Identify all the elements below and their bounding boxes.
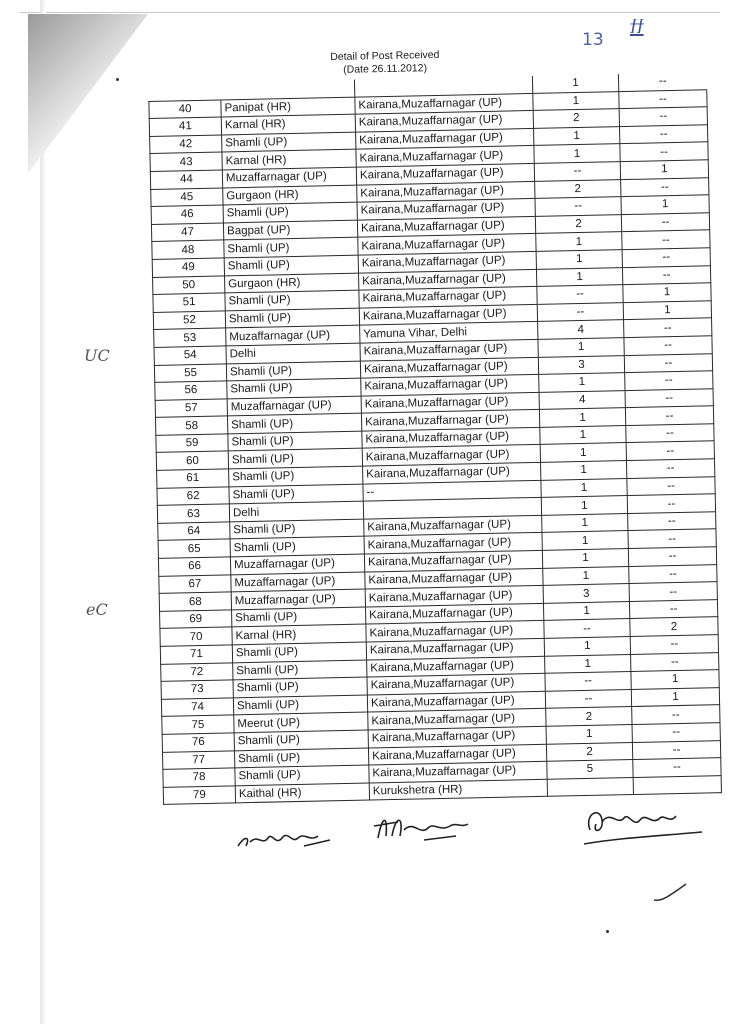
- cell-serial-number: 52: [153, 311, 225, 330]
- cell-from-location: Muzaffarnagar (UP): [230, 554, 364, 574]
- cell-count-b: --: [619, 89, 707, 108]
- cell-from-location: Karnal (HR): [221, 114, 355, 134]
- cell-serial-number: 61: [157, 469, 229, 488]
- cell-to-location: Kairana,Muzaffarnagar (UP): [361, 392, 539, 413]
- cell-count-a: 1: [542, 513, 628, 532]
- cell-serial-number: 66: [158, 557, 230, 576]
- cell-count-a: 2: [533, 109, 619, 128]
- cell-serial-number: 71: [160, 645, 232, 664]
- cell-to-location: Kairana,Muzaffarnagar (UP): [367, 674, 545, 695]
- cell-serial-number: 60: [156, 451, 228, 470]
- cell-count-b: --: [632, 705, 720, 724]
- cell-count-b: --: [628, 512, 716, 531]
- cell-count-b: --: [631, 652, 719, 671]
- cell-count-b: --: [619, 107, 707, 126]
- cell-to-location: Kairana,Muzaffarnagar (UP): [364, 533, 542, 554]
- cell-count-b: --: [624, 318, 712, 337]
- cell-serial-number: 49: [152, 258, 224, 277]
- cell-count-b: 1: [623, 283, 711, 302]
- cell-count-a: 1: [536, 232, 622, 251]
- cell-from-location: Shamli (UP): [235, 765, 369, 785]
- cell-from-location: Karnal (HR): [232, 624, 366, 644]
- cell-count-a: [547, 777, 633, 796]
- cell-from-location: Shamli (UP): [226, 361, 360, 381]
- cell-count-b: --: [619, 125, 707, 144]
- page-number: 13: [582, 30, 604, 50]
- cell-to-location: Kairana,Muzaffarnagar (UP): [362, 445, 540, 466]
- cell-to-location: Kairana,Muzaffarnagar (UP): [362, 427, 540, 448]
- cell-from-location: Shamli (UP): [232, 642, 366, 662]
- cell-count-a: --: [535, 197, 621, 216]
- cell-from-location: Delhi: [226, 343, 360, 363]
- cell-count-a: 1: [543, 566, 629, 585]
- cell-from-location: Karnal (HR): [222, 150, 356, 170]
- cell-count-a: 1: [544, 637, 630, 656]
- cell-serial-number: 53: [154, 328, 226, 347]
- cell-serial-number: 48: [152, 240, 224, 259]
- cell-from-location: Shamli (UP): [227, 378, 361, 398]
- cell-count-b: --: [628, 529, 716, 548]
- cell-serial-number: 45: [151, 188, 223, 207]
- cell-to-location: Kairana,Muzaffarnagar (UP): [359, 287, 537, 308]
- cell-count-b: --: [622, 230, 710, 249]
- cell-serial-number: 46: [151, 205, 223, 224]
- cell-serial-number: 75: [162, 715, 234, 734]
- cell-from-location: Shamli (UP): [232, 607, 366, 627]
- page-top-edge: [20, 12, 720, 13]
- cell-serial-number: 73: [161, 680, 233, 699]
- cell-count-a: 1: [545, 654, 631, 673]
- cell-count-b: --: [626, 459, 714, 478]
- cell-from-location: Shamli (UP): [230, 519, 364, 539]
- cell-to-location: Kairana,Muzaffarnagar (UP): [367, 656, 545, 677]
- cell-from-location: Muzaffarnagar (UP): [227, 396, 361, 416]
- cell-serial-number: 78: [163, 768, 235, 787]
- cell-serial-number: 51: [153, 293, 225, 312]
- cell-count-b: --: [627, 476, 715, 495]
- cell-serial-number: 77: [162, 750, 234, 769]
- cell-from-location: Shamli (UP): [223, 202, 357, 222]
- cell-serial-number: 63: [157, 504, 229, 523]
- cell-from-location: Shamli (UP): [222, 132, 356, 152]
- document-title: Detail of Post Received: [330, 48, 440, 64]
- cell-count-a: 1: [536, 267, 622, 286]
- cell-to-location: Kairana,Muzaffarnagar (UP): [368, 709, 546, 730]
- cell-serial-number: 59: [156, 434, 228, 453]
- cell-from-location: Shamli (UP): [225, 290, 359, 310]
- cell-from-location: Gurgaon (HR): [223, 185, 357, 205]
- cell-to-location: Kairana,Muzaffarnagar (UP): [361, 374, 539, 395]
- cell-count-b: --: [627, 494, 715, 513]
- cell-serial-number: 79: [163, 786, 235, 805]
- cell-to-location: Kairana,Muzaffarnagar (UP): [360, 357, 538, 378]
- cell-count-a: 1: [533, 91, 619, 110]
- cell-serial-number: 76: [162, 733, 234, 752]
- cell-count-b: 1: [620, 160, 708, 179]
- cell-count-a: 3: [543, 584, 629, 603]
- cell-to-location: Kairana,Muzaffarnagar (UP): [364, 550, 542, 571]
- cell-count-b: 1: [631, 687, 719, 706]
- cell-to-location: Kairana,Muzaffarnagar (UP): [369, 761, 547, 782]
- cell-count-b: --: [632, 723, 720, 742]
- cell-count-b: 1: [621, 195, 709, 214]
- cell-count-a: 5: [547, 760, 633, 779]
- cell-count-a: --: [545, 672, 631, 691]
- cell-count-b: --: [629, 600, 717, 619]
- ink-dot: [116, 78, 119, 81]
- cell-to-location: Yamuna Vihar, Delhi: [360, 322, 538, 343]
- cell-to-location: Kairana,Muzaffarnagar (UP): [359, 304, 537, 325]
- cell-from-location: Shamli (UP): [228, 449, 362, 469]
- cell-from-location: Muzaffarnagar (UP): [231, 589, 365, 609]
- cell-serial-number: 64: [158, 522, 230, 541]
- cell-to-location: Kairana,Muzaffarnagar (UP): [355, 111, 533, 132]
- cell-from-location: Shamli (UP): [224, 255, 358, 275]
- cell-to-location: Kairana,Muzaffarnagar (UP): [365, 603, 543, 624]
- cell-from-location: Shamli (UP): [224, 237, 358, 257]
- cell-from-location: Shamli (UP): [229, 484, 363, 504]
- cell-count-b: --: [624, 353, 712, 372]
- cell-from-location: Shamli (UP): [230, 537, 364, 557]
- post-received-table: [148, 72, 722, 805]
- cell-count-a: --: [544, 619, 630, 638]
- cell-count-a: 2: [535, 214, 621, 233]
- cell-to-location: Kairana,Muzaffarnagar (UP): [357, 181, 535, 202]
- cell-count-b: 2: [630, 617, 718, 636]
- cell-count-a: 1: [534, 126, 620, 145]
- cell-count-a: 1: [536, 250, 622, 269]
- cell-count-a: --: [545, 689, 631, 708]
- cell-count-b: --: [622, 248, 710, 267]
- cell-to-location: Kairana,Muzaffarnagar (UP): [365, 586, 543, 607]
- cell-serial-number: 41: [149, 117, 221, 136]
- cell-count-a: 2: [546, 707, 632, 726]
- page-mark: ϯϯ: [630, 14, 644, 38]
- cell-from-location: Shamli (UP): [233, 660, 367, 680]
- cell-to-location: Kairana,Muzaffarnagar (UP): [357, 216, 535, 237]
- cell-serial-number: 43: [150, 152, 222, 171]
- cell-count-a: 1: [546, 724, 632, 743]
- cell-to-location: Kairana,Muzaffarnagar (UP): [368, 726, 546, 747]
- cell-serial-number: 58: [155, 416, 227, 435]
- margin-note: UC: [84, 346, 110, 365]
- cell-to-location: Kairana,Muzaffarnagar (UP): [358, 251, 536, 272]
- cell-serial-number: 47: [151, 223, 223, 242]
- document-header: [300, 48, 471, 78]
- cell-serial-number: 55: [154, 363, 226, 382]
- cell-serial-number: 57: [155, 399, 227, 418]
- cell-from-location: Shamli (UP): [233, 677, 367, 697]
- cell-from-location: Muzaffarnagar (UP): [231, 572, 365, 592]
- cell-from-location: Panipat (HR): [221, 97, 355, 117]
- cell-to-location: Kurukshetra (HR): [369, 779, 547, 800]
- cell-serial-number: 62: [157, 487, 229, 506]
- cell-count-a: 1: [534, 144, 620, 163]
- ink-dot: [606, 930, 609, 933]
- cell-count-a: 3: [538, 355, 624, 374]
- cell-count-b: --: [625, 371, 713, 390]
- signature-one: [232, 816, 342, 856]
- cell-serial-number: 65: [158, 539, 230, 558]
- cell-to-location: Kairana,Muzaffarnagar (UP): [355, 93, 533, 114]
- cell-to-location: Kairana,Muzaffarnagar (UP): [358, 269, 536, 290]
- cell-serial-number: 44: [150, 170, 222, 189]
- cell-count-a: 1: [539, 408, 625, 427]
- cell-serial-number: 74: [161, 698, 233, 717]
- cell-serial-number: 68: [159, 592, 231, 611]
- post-table-wrapper: [148, 72, 721, 805]
- cell-count-b: --: [625, 406, 713, 425]
- cell-to-location: Kairana,Muzaffarnagar (UP): [365, 568, 543, 589]
- cell-from-location: Gurgaon (HR): [225, 273, 359, 293]
- cell-to-location: Kairana,Muzaffarnagar (UP): [366, 638, 544, 659]
- cell-from-location: Shamli (UP): [225, 308, 359, 328]
- cell-count-a: 2: [546, 742, 632, 761]
- cell-count-a: 1: [542, 549, 628, 568]
- cell-from-location: Muzaffarnagar (UP): [222, 167, 356, 187]
- cell-count-b: --: [621, 177, 709, 196]
- document-date: (Date 26.11.2012): [343, 62, 428, 76]
- cell-count-b: [633, 775, 721, 794]
- cell-count-a: 1: [541, 461, 627, 480]
- cell-count-a: --: [537, 285, 623, 304]
- cell-count-b: --: [630, 635, 718, 654]
- cell-count-b: --: [621, 213, 709, 232]
- cell-count-b: 1: [623, 300, 711, 319]
- cell-count-a: 1: [541, 478, 627, 497]
- cell-count-b: --: [620, 142, 708, 161]
- cell-count-a: 1: [540, 443, 626, 462]
- cell-to-location: Kairana,Muzaffarnagar (UP): [368, 744, 546, 765]
- cell-count-b: --: [625, 388, 713, 407]
- cell-serial-number: 50: [153, 275, 225, 294]
- cell-count-b: --: [629, 564, 717, 583]
- cell-to-location: Kairana,Muzaffarnagar (UP): [361, 410, 539, 431]
- cell-from-location: Shamli (UP): [227, 413, 361, 433]
- cell-count-a: --: [534, 162, 620, 181]
- cell-from-location: Shamli (UP): [234, 748, 368, 768]
- cell-count-a: 1: [539, 373, 625, 392]
- cell-count-a: 2: [535, 179, 621, 198]
- cell-count-a: 1: [542, 531, 628, 550]
- cell-count-a: 1: [541, 496, 627, 515]
- cell-from-location: Shamli (UP): [233, 695, 367, 715]
- cell-count-b: --: [633, 758, 721, 777]
- cell-from-location: Kaithal (HR): [235, 783, 369, 803]
- cell-count-b: --: [626, 424, 714, 443]
- cell-count-a: 1: [538, 337, 624, 356]
- cell-to-location: Kairana,Muzaffarnagar (UP): [364, 515, 542, 536]
- cell-count-a: 1: [532, 74, 618, 93]
- cell-to-location: Kairana,Muzaffarnagar (UP): [356, 128, 534, 149]
- cell-count-b: --: [618, 72, 706, 91]
- cell-count-b: --: [628, 547, 716, 566]
- cell-from-location: Muzaffarnagar (UP): [226, 325, 360, 345]
- cell-to-location: Kairana,Muzaffarnagar (UP): [367, 691, 545, 712]
- cell-count-a: --: [537, 302, 623, 321]
- cell-count-a: 1: [543, 601, 629, 620]
- cell-serial-number: 56: [155, 381, 227, 400]
- cell-to-location: --: [363, 480, 541, 501]
- cell-count-b: --: [629, 582, 717, 601]
- cell-to-location: Kairana,Muzaffarnagar (UP): [356, 146, 534, 167]
- cell-from-location: Bagpat (UP): [223, 220, 357, 240]
- cell-to-location: Kairana,Muzaffarnagar (UP): [366, 621, 544, 642]
- cell-count-b: 1: [631, 670, 719, 689]
- cell-count-a: 4: [538, 320, 624, 339]
- cell-serial-number: 72: [161, 662, 233, 681]
- signature-three: [578, 800, 708, 848]
- cell-count-b: --: [624, 336, 712, 355]
- cell-from-location: Shamli (UP): [228, 431, 362, 451]
- cell-to-location: Kairana,Muzaffarnagar (UP): [358, 234, 536, 255]
- cell-to-location: Kairana,Muzaffarnagar (UP): [357, 199, 535, 220]
- signature-two: [370, 806, 480, 848]
- cell-from-location: Shamli (UP): [229, 466, 363, 486]
- cell-count-b: --: [622, 265, 710, 284]
- cell-serial-number: 69: [160, 610, 232, 629]
- check-mark-icon: [652, 882, 688, 904]
- cell-count-a: 4: [539, 390, 625, 409]
- cell-from-location: Delhi: [229, 501, 363, 521]
- cell-to-location: Kairana,Muzaffarnagar (UP): [363, 462, 541, 483]
- cell-count-a: 1: [540, 425, 626, 444]
- margin-note: eC: [86, 600, 108, 619]
- cell-to-location: Kairana,Muzaffarnagar (UP): [356, 163, 534, 184]
- cell-count-b: --: [626, 441, 714, 460]
- cell-serial-number: 42: [150, 135, 222, 154]
- page-corner-fold: [28, 14, 148, 174]
- cell-serial-number: 70: [160, 627, 232, 646]
- cell-count-b: --: [632, 740, 720, 759]
- cell-serial-number: 67: [159, 574, 231, 593]
- cell-from-location: Shamli (UP): [234, 730, 368, 750]
- cell-to-location: Kairana,Muzaffarnagar (UP): [360, 339, 538, 360]
- cell-serial-number: 40: [149, 100, 221, 119]
- cell-from-location: Meerut (UP): [234, 712, 368, 732]
- cell-serial-number: 54: [154, 346, 226, 365]
